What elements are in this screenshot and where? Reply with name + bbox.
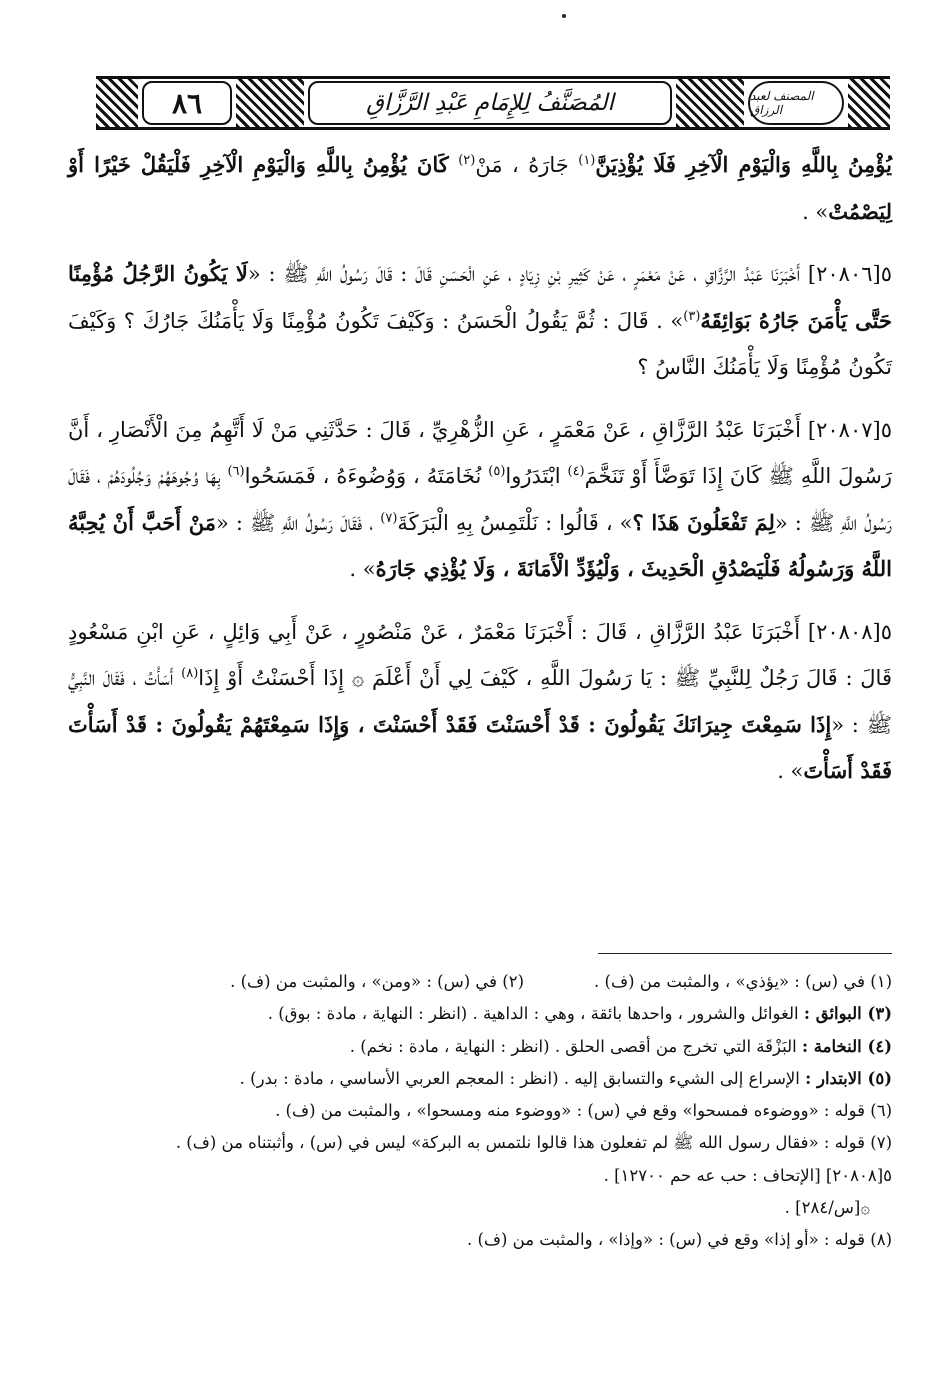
footnote-1: (١) في (س) : «يؤذي» ، والمثبت من (ف) . [594,972,892,991]
reference-1: ٥[٢٠٨٠٨] [الإتحاف : حب عه حم ١٢٧٠٠] . [603,1165,892,1185]
main-text [68,142,892,811]
footnote-6: (٦) قوله : «ووضوءه فمسحوا» وقع في (س) : «ووضوء منه ومسحوا» ، والمثبت من (ف) . [275,1101,892,1121]
hadith-20806 [68,251,892,391]
isnad-text: أَخْبَرَنَا عَبْدُ الرَّزَّاقِ ، عَنْ مَعْمَرٍ ، عَنِ الزُّهْرِيِّ ، قَالَ : حَدَّثَنِي مَنْ لَا أَتَّهِمُ مِنَ الْأَنْصَارِ ، أَنَّ رَسُولَ اللَّهِ ﷺ كَانَ إِذَا تَوَضَّأَ أَوْ تَنَخَّمَ [68,417,892,488]
page-dot [562,14,566,18]
publisher-logo: المصنف لعبد الرزاق [748,81,844,125]
footnote-5 [68,1063,892,1095]
isnad-text: أَخْبَرَنَا عَبْدُ الرَّزَّاقِ ، قَالَ : أَخْبَرَنَا مَعْمَرٌ ، عَنْ مَنْصُورٍ ، عَنْ أَبِي وَائِلٍ ، عَنِ ابْنِ مَسْعُودٍ قَالَ : قَالَ رَجُلٌ لِلنَّبِيِّ ﷺ : يَا رَسُولَ اللَّهِ ، كَيْفَ لِي أَنْ أَعْلَمَ ۞ إِذَا أَحْسَنْتُ أَوْ إِذَا [68,619,892,690]
footnote-ref: (٢) [458,153,476,168]
text: نُخَامَتَهُ ، وَوُضُوءَهُ ، فَمَسَحُوا [244,464,482,488]
footnote-ref: (٥) [488,464,506,479]
book-title: المُصَنَّفُ لِلإِمَامِ عَبْدِ الرَّزَّاقِ [308,81,672,125]
hadith-number: ٥[٢٠٨٠٧] [807,417,892,442]
footnote-row [68,966,892,998]
footnote-ref: (٤) [567,464,585,479]
hadith-text-bold: يُؤْمِنُ بِاللَّهِ وَالْيَوْمِ الْآخِرِ فَلَا يُؤْذِيَنَّ [595,152,892,177]
footnotes [68,966,892,1257]
footnote-text: البَزْقَة التي تخرج من أقصى الحلق . (انظر : النهاية ، مادة : نخم) . [349,1036,797,1056]
footnote-ref: (٣) [683,308,701,324]
text: ، فَقَالَ رَسُولُ اللَّهِ ﷺ : « [216,510,374,535]
hadith-text-bold: لَا يَكُونُ الرَّجُلُ مُؤْمِنًا حَتَّى يَأْمَنَ جَارُهُ بَوَائِقَهُ [68,261,892,333]
footnote-label: (٥) الابتدار : [805,1068,892,1088]
hadith-20808 [68,609,892,795]
header-ornament-right [848,79,890,127]
footnote-ref: (٨) [181,666,199,681]
continuation-paragraph [68,142,892,235]
hadith-number: ٥[٢٠٨٠٦] [807,262,892,286]
page-number: ٨٦ [142,81,232,125]
isnad-text: أَخْبَرَنَا عَبْدُ الرَّزَّاقِ ، عَنْ مَعْمَرٍ ، عَنْ كَثِيرِ بْنِ زِيَادٍ ، عَنِ الْحَسَنِ قَالَ : قَالَ رَسُولُ اللَّهِ ﷺ : « [247,262,801,286]
footnote-text: الإسراع إلى الشيء والتسابق إليه . (انظر : المعجم العربي الأساسي ، مادة : بدر) . [239,1068,800,1088]
footnote-8: (٨) قوله : «أو إذا» وقع في (س) : «وإذا» ، والمثبت من (ف) . [466,1230,892,1250]
text: » ، قَالُوا : نَلْتَمِسُ بِهِ الْبَرَكَةَ [397,510,633,535]
text: » . [349,557,376,581]
hadith-number: ٥[٢٠٨٠٨] [807,619,892,644]
footnote-4 [68,1031,892,1063]
footnote-3 [68,998,892,1030]
footnote-label: (٣) البوائق : [803,1004,892,1024]
text: جَارَهُ ، مَنْ [475,153,569,177]
page-header [96,76,890,130]
text: » . قَالَ : ثُمَّ يَقُولُ الْحَسَنُ : وَكَيْفَ تَكُونُ مُؤْمِنًا وَلَا يَأْمَنُكَ جَارُكَ ؟ وَكَيْفَ تَكُونُ مُؤْمِنًا وَلَا يَأْمَنُكَ النَّاسُ ؟ [68,308,892,379]
footnote-ref: (٧) [380,510,398,526]
footnote-divider [598,953,892,954]
text: أَسَأْتُ ، فَقَالَ النَّبِيُّ ﷺ : « [68,666,892,737]
hadith-text-bold: لِمَ تَفْعَلُونَ هَذَا ؟ [632,509,775,535]
header-ornament-left [96,79,138,127]
hadith-text-bold: كَانَ يُؤْمِنُ بِاللَّهِ وَالْيَوْمِ الْآخِرِ فَلْيَقُلْ خَيْرًا أَوْ لِيَصْمُتْ [68,152,892,224]
text: ابْتَدَرُوا [505,464,561,488]
reference-2: ۞[س/٢٨٤] . [784,1198,870,1218]
hadith-text-bold: مَنْ أَحَبَّ أَنْ يُحِبَّهُ اللَّهُ وَرَسُولُهُ فَلْيَصْدُقِ الْحَدِيثَ ، وَلْيُؤَدِّ الْأَمَانَةَ ، وَلَا يُؤْذِي جَارَهُ [68,509,892,581]
header-ornament-mid-left [236,79,304,127]
footnote-text: الغوائل والشرور ، واحدها بائقة ، وهي : الداهية . (انظر : النهاية ، مادة : بوق) . [267,1004,799,1024]
hadith-text-bold: إِذَا سَمِعْتَ جِيرَانَكَ يَقُولُونَ : قَدْ أَحْسَنْتَ فَقَدْ أَحْسَنْتَ ، وَإِذَا سَمِعْتَهُمْ يَقُولُونَ : قَدْ أَسَأْتَ فَقَدْ أَسَأْتَ [68,711,892,783]
text: » . [777,759,804,783]
hadith-20807 [68,407,892,593]
text: بِهَا وُجُوهَهُمْ وَجُلُودَهُمْ ، فَقَالَ رَسُولُ اللَّهِ ﷺ : « [68,464,893,535]
header-ornament-mid-right [676,79,744,127]
footnote-ref: (١) [578,153,596,168]
footnote-ref: (٦) [227,464,245,479]
footnote-7: (٧) قوله : «فقال رسول الله ﷺ لم تفعلون هذا قالوا نلتمس به البركة» ليس في (س) ، وأثبتناه من (ف) . [175,1133,892,1153]
footnote-label: (٤) النخامة : [801,1036,892,1056]
footnote-2: (٢) في (س) : «ومن» ، والمثبت من (ف) . [230,972,525,991]
text: » . [802,199,829,224]
